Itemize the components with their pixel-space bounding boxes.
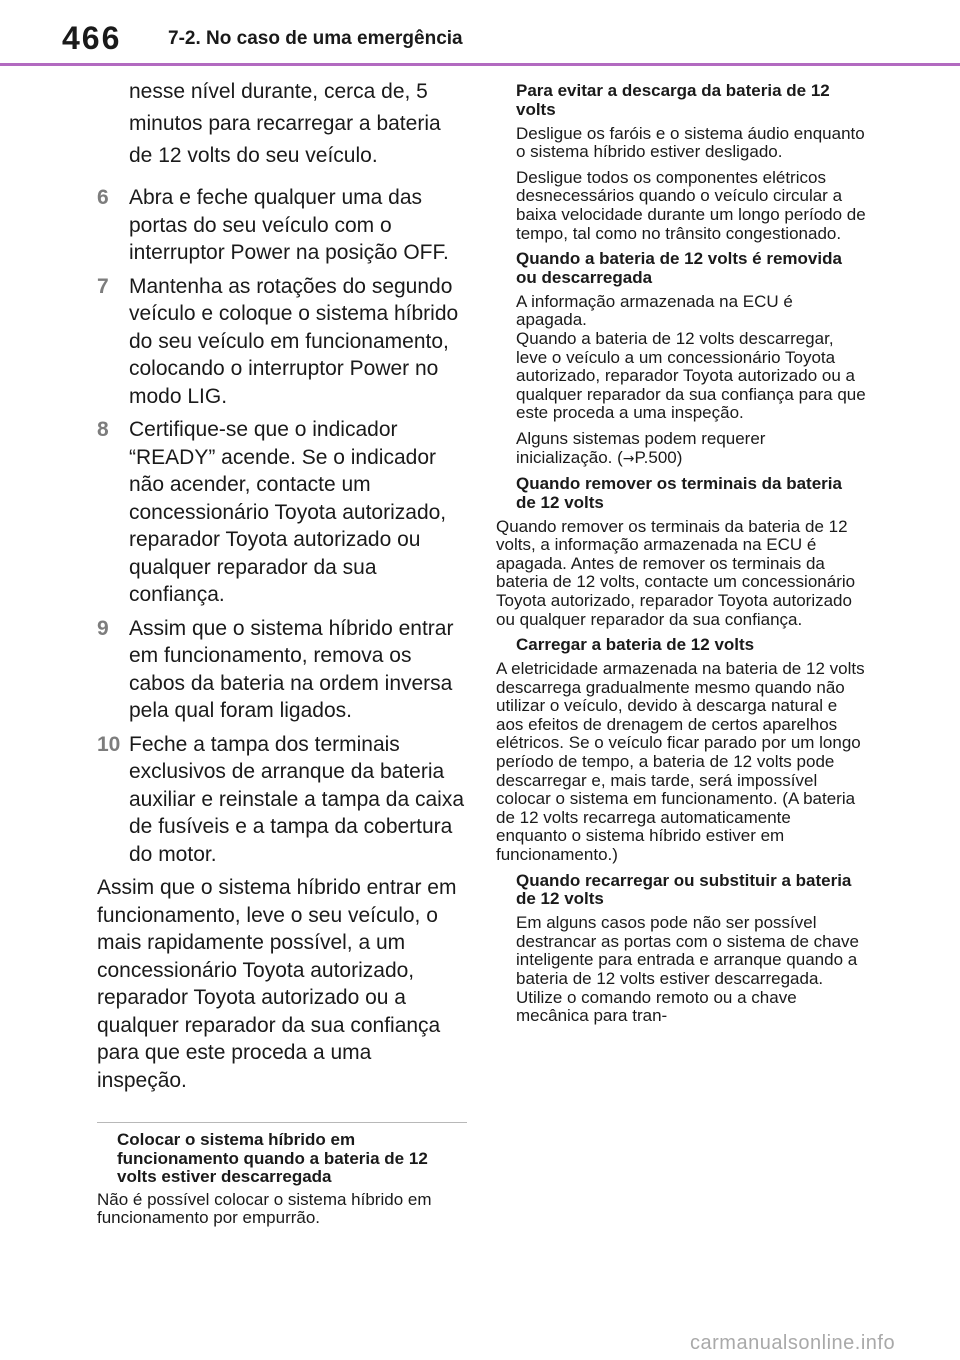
paragraph-line: A informação armazenada na ECU é apagada. xyxy=(516,291,793,330)
paragraph: Desligue os faróis e o sistema áudio enquanto o sistema híbrido estiver desligado. xyxy=(516,123,865,162)
paragraph xyxy=(516,293,866,423)
step-10 xyxy=(97,731,467,869)
step-9 xyxy=(97,615,467,725)
step-number: 10 xyxy=(97,732,121,756)
page-header xyxy=(0,0,960,66)
left-column xyxy=(97,76,467,1228)
step-number: 9 xyxy=(97,616,109,640)
page-reference-link[interactable]: P.500) xyxy=(634,447,683,467)
heading-charge-battery: Carregar a bateria de 12 volts xyxy=(516,635,755,655)
section-title: 7-2. No caso de uma emergência xyxy=(168,28,463,49)
continued-text: nesse nível durante, cerca de, 5 minutos para recarregar a bateria de 12 volts do seu veículo. xyxy=(129,80,441,167)
step-number: 7 xyxy=(97,274,109,298)
paragraph: A eletricidade armazenada na bateria de 12 volts descarrega gradualmente mesmo quando não utilizar o veículo, devido à descarga natural e aos efeitos de drenagem de certos aparelhos elétricos. Se o veículo ficar parado por um longo período de tempo, a bateria de 12 volts pode descarregar e, mais tarde, será impossível colocar o sistema em funcionamento. (A bateria de 12 volts recarrega automaticamente enquanto o sistema híbrido estiver em funcionamento.) xyxy=(496,659,865,864)
step-text: Feche a tampa dos terminais exclusivos de arranque da bateria auxiliar e reinstale a tampa da caixa de fusíveis e a tampa da cobertura do motor. xyxy=(129,732,465,866)
step-8 xyxy=(97,416,467,609)
heading-remove-terminals: Quando remover os terminais da bateria de 12 volts xyxy=(516,474,842,512)
heading-avoid-discharge: Para evitar a descarga da bateria de 12 volts xyxy=(516,81,830,119)
paragraph: Desligue todos os componentes elétricos desnecessários quando o veículo circular a baixa velocidade durante um longo período de tempo, tal como no trânsito congestionado. xyxy=(516,167,866,243)
step-text: Mantenha as rotações do segundo veículo e coloque o sistema híbrido do seu veículo em funcionamento, colocando o interruptor Power no modo LIG. xyxy=(129,274,459,408)
arrow-right-icon: → xyxy=(622,450,635,467)
info-box-text: Não é possível colocar o sistema híbrido em funcionamento por empurrão. xyxy=(97,1189,432,1227)
step-text: Certifique-se que o indicador “READY” acende. Se o indicador não acender, contacte um concessionário Toyota autorizado, reparador Toyota autorizado ou qualquer reparador da sua confiança. xyxy=(129,418,447,606)
step-6 xyxy=(97,184,467,267)
info-box-heading: Colocar o sistema híbrido em funcionamento quando a bateria de 12 volts estiver descarregada xyxy=(117,1130,428,1186)
info-box xyxy=(97,1122,467,1228)
paragraph-text: Alguns sistemas podem requerer inicialização. ( xyxy=(516,428,766,467)
paragraph xyxy=(516,430,866,468)
paragraph: Em alguns casos pode não ser possível destrancar as portas com o sistema de chave inteligente para entrada e arranque quando a bateria de 12 volts estiver descarregada. Utilize o comando remoto ou a chave mecânica para tran- xyxy=(516,913,859,1026)
heading-battery-removed: Quando a bateria de 12 volts é removida ou descarregada xyxy=(516,249,842,287)
page-number: 466 xyxy=(62,20,122,56)
step-text: Assim que o sistema híbrido entrar em funcionamento, remova os cabos da bateria na ordem inversa pela qual foram ligados. xyxy=(129,616,454,722)
step-number: 6 xyxy=(97,186,109,209)
paragraph-line: Quando a bateria de 12 volts descarregar, leve o veículo a um concessionário Toyota autorizado, reparador Toyota autorizado ou a qualquer reparador da sua confiança para que este proceda a uma inspeção. xyxy=(516,328,866,423)
after-steps-paragraph: Assim que o sistema híbrido entrar em funcionamento, leve o seu veículo, o mais rapidamente possível, a um concessionário Toyota autorizado, reparador Toyota autorizado ou a qualquer reparador da sua confiança para que este proceda a uma inspeção. xyxy=(97,876,457,1092)
step-text: Abra e feche qualquer uma das portas do seu veículo com o interruptor Power na posição OFF. xyxy=(129,186,449,264)
header-divider xyxy=(0,63,960,66)
watermark: carmanualsonline.info xyxy=(690,1332,896,1354)
step-7 xyxy=(97,273,467,411)
right-column xyxy=(496,82,866,1033)
heading-recharge-replace: Quando recarregar ou substituir a bateria de 12 volts xyxy=(516,870,852,909)
step-number: 8 xyxy=(97,418,109,441)
paragraph: Quando remover os terminais da bateria de 12 volts, a informação armazenada na ECU é apagada. Antes de remover os terminais da bateria de 12 volts, contacte um concessionário Toyota autorizado, reparador Toyota autorizado ou qualquer reparador da sua confiança. xyxy=(496,516,856,629)
